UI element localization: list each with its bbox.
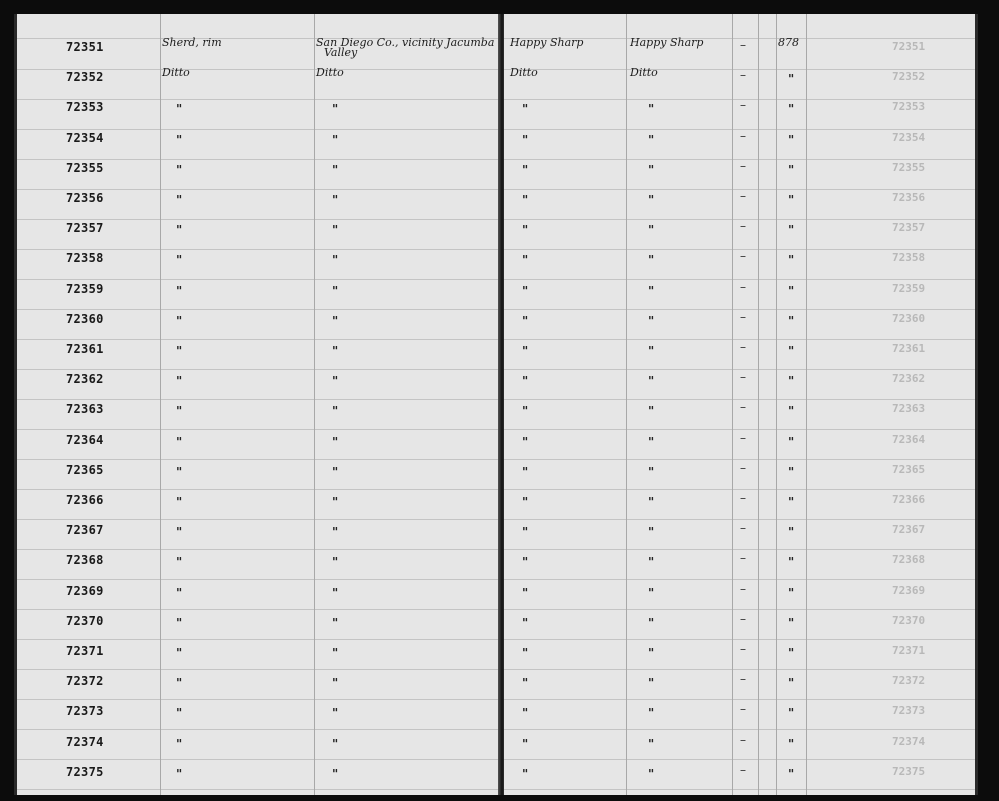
accession-entry: " [788,766,795,781]
bleed-through-number: 72352 [892,70,926,84]
accession-entry: " [788,736,795,751]
accession-entry: " [788,223,795,238]
locality-entry: " [332,193,339,207]
ledger-row-left [14,270,500,300]
catalog-number: 72358 [66,251,104,266]
dash-mark: – [740,309,746,324]
ledger-row-right [504,149,978,179]
ledger-row-left [14,149,500,179]
catalog-number: 72353 [66,100,104,115]
ledger-row-left [14,179,500,209]
ledger-row-right [504,602,978,632]
ledger-row-left [14,511,500,541]
bleed-through-number: 72363 [892,402,926,416]
dash-mark: – [740,340,746,354]
ledger-row-left [14,360,500,390]
dash-mark: – [740,611,746,626]
accession-entry: " [788,585,795,600]
object-entry: " [176,555,183,570]
collector-entry: " [522,102,529,117]
catalog-number: 72364 [66,432,104,447]
ledger-row-left [14,300,500,330]
bleed-through-number: 72368 [892,553,926,567]
object-entry: " [176,132,183,147]
accession-entry: " [788,525,795,540]
donor-entry: " [648,434,655,449]
object-entry: " [176,102,183,117]
catalog-number: 72361 [66,342,104,356]
ledger-row-right [504,88,978,118]
accession-entry: " [788,434,795,449]
ledger-row-left [14,58,500,88]
accession-entry: " [788,495,795,509]
right-ledger-page [504,14,978,795]
dash-mark: – [740,158,746,173]
donor-entry: " [648,585,655,600]
collector-entry: " [522,374,529,389]
bleed-through-number: 72364 [892,432,926,446]
collector-entry: " [522,706,529,721]
donor-entry: " [648,132,655,147]
ledger-row-right [504,692,978,722]
collector-entry: " [522,344,529,358]
ledger-row-left [14,239,500,269]
ledger-row-right [504,723,978,753]
accession-entry: " [788,313,795,328]
donor-entry: " [648,706,655,721]
left-ledger-page [14,14,500,795]
accession-entry: " [788,676,795,691]
collector-entry: " [522,283,529,298]
accession-entry: " [788,555,795,570]
accession-entry: " [788,283,795,298]
bleed-through-number: 72360 [892,311,926,325]
donor-entry: " [648,646,655,660]
collector-entry: Ditto [510,66,538,80]
ledger-row-left [14,330,500,360]
ledger-row-left [14,421,500,451]
ledger-row-right [504,390,978,420]
dash-mark: – [740,581,746,596]
locality-entry: " [332,374,339,389]
bleed-through-number: 72371 [892,644,926,657]
object-entry: " [176,464,183,479]
collector-entry: " [522,646,529,660]
locality-entry: " [332,132,339,147]
donor-entry: " [648,374,655,389]
ledger-row-right [504,270,978,300]
dash-mark: – [740,249,746,264]
collector-entry: " [522,736,529,751]
dash-mark: – [740,672,746,687]
donor-entry: " [648,495,655,509]
dash-mark: – [740,702,746,717]
dash-mark: – [740,762,746,777]
collector-entry: " [522,434,529,449]
ledger-row-left [14,28,500,58]
dash-mark: – [740,128,746,143]
dash-mark: – [740,430,746,445]
ledger-row-right [504,179,978,209]
catalog-number: 72357 [66,221,104,236]
ledger-row-right [504,239,978,269]
object-entry: " [176,736,183,751]
ledger-row-right [504,572,978,602]
object-entry: " [176,283,183,298]
accession-entry: " [788,72,795,87]
donor-entry: " [648,283,655,298]
collector-entry: " [522,555,529,570]
donor-entry: " [648,404,655,419]
catalog-number: 72363 [66,402,104,417]
donor-entry: Ditto [630,66,658,80]
ledger-row-left [14,451,500,481]
bleed-through-number: 72374 [892,734,926,748]
locality-entry: " [332,736,339,751]
catalog-number: 72368 [66,553,104,568]
ledger-row-right [504,330,978,360]
bleed-through-number: 72365 [892,462,926,476]
dash-mark: – [740,68,746,83]
locality-entry: " [332,404,339,419]
object-entry: " [176,223,183,238]
dash-mark: – [740,370,746,385]
object-entry: " [176,374,183,389]
bleed-through-number: 72356 [892,191,926,204]
accession-entry: " [788,253,795,268]
ledger-row-left [14,602,500,632]
catalog-number: 72362 [66,372,104,387]
accession-entry: 878 [778,36,799,49]
ledger-row-right [504,632,978,662]
collector-entry: " [522,193,529,207]
accession-entry: " [788,344,795,358]
collector-entry: " [522,585,529,600]
ledger-row-right [504,753,978,783]
locality-entry: Ditto [316,66,344,80]
locality-entry: " [332,313,339,328]
dash-mark: – [740,491,746,505]
locality-entry: " [332,615,339,630]
locality-line2: Valley [324,46,358,59]
object-entry: Sherd, rim [162,36,222,49]
catalog-number: 72360 [66,311,104,326]
ledger-row-right [504,511,978,541]
catalog-number: 72365 [66,462,104,477]
dash-mark: – [740,732,746,747]
accession-entry: " [788,102,795,117]
object-entry: " [176,525,183,540]
ledger-row-right [504,58,978,88]
catalog-number: 72355 [66,160,104,175]
catalog-number: 72366 [66,493,104,507]
donor-entry: " [648,736,655,751]
donor-entry: " [648,193,655,207]
ledger-row-left [14,632,500,662]
bleed-through-number: 72359 [892,281,926,295]
locality-entry: " [332,162,339,177]
catalog-number: 72356 [66,191,104,205]
catalog-number: 72375 [66,764,104,779]
donor-entry: " [648,555,655,570]
locality-entry: " [332,585,339,600]
object-entry: " [176,193,183,207]
ledger-row-right [504,28,978,58]
locality-entry: " [332,525,339,540]
locality-entry: " [332,495,339,509]
ledger-row-left [14,723,500,753]
collector-entry: " [522,132,529,147]
collector-entry: " [522,223,529,238]
accession-entry: " [788,162,795,177]
collector-entry: " [522,404,529,419]
object-entry: " [176,434,183,449]
object-entry: Ditto [162,66,190,80]
dash-mark: – [740,38,746,52]
donor-entry: " [648,464,655,479]
donor-entry: " [648,344,655,358]
ledger-row-right [504,541,978,571]
collector-entry: Happy Sharp [510,36,584,49]
bleed-through-number: 72353 [892,100,926,114]
locality-entry: " [332,283,339,298]
object-entry: " [176,344,183,358]
locality-entry: " [332,766,339,781]
donor-entry: " [648,223,655,238]
bleed-through-number: 72373 [892,704,926,718]
catalog-number: 72374 [66,734,104,749]
collector-entry: " [522,525,529,540]
locality-entry: " [332,706,339,721]
ledger-row-right [504,300,978,330]
donor-entry: " [648,615,655,630]
catalog-number: 72371 [66,644,104,658]
dash-mark: – [740,219,746,234]
dash-mark: – [740,279,746,294]
ledger-row-right [504,119,978,149]
donor-entry: " [648,525,655,540]
collector-entry: " [522,766,529,781]
ledger-row-left [14,572,500,602]
bleed-through-number: 72355 [892,160,926,174]
ledger-row-right [504,360,978,390]
bleed-through-number: 72369 [892,583,926,597]
locality-entry: " [332,464,339,479]
bleed-through-number: 72358 [892,251,926,265]
dash-mark: – [740,460,746,475]
accession-entry: " [788,464,795,479]
donor-entry: " [648,676,655,691]
bleed-through-number: 72362 [892,372,926,386]
object-entry: " [176,706,183,721]
accession-entry: " [788,193,795,207]
collector-entry: " [522,253,529,268]
donor-entry: " [648,102,655,117]
locality-entry: " [332,646,339,660]
catalog-number: 72373 [66,704,104,719]
donor-entry: " [648,313,655,328]
catalog-number: 72359 [66,281,104,296]
catalog-number: 72367 [66,523,104,538]
accession-entry: " [788,374,795,389]
catalog-number: 72370 [66,613,104,628]
bleed-through-number: 72375 [892,764,926,778]
donor-entry: " [648,253,655,268]
locality-entry: San Diego Co., vicinity Jacumba [316,36,495,49]
object-entry: " [176,495,183,509]
donor-entry: " [648,162,655,177]
ledger-row-left [14,209,500,239]
collector-entry: " [522,464,529,479]
locality-entry: " [332,223,339,238]
ledger-row-left [14,662,500,692]
accession-entry: " [788,646,795,660]
ledger-row-left [14,692,500,722]
collector-entry: " [522,676,529,691]
collector-entry: " [522,495,529,509]
collector-entry: " [522,313,529,328]
donor-entry: " [648,766,655,781]
bleed-through-number: 72361 [892,342,926,355]
locality-entry: " [332,344,339,358]
donor-entry: Happy Sharp [630,36,704,49]
collector-entry: " [522,615,529,630]
object-entry: " [176,766,183,781]
bleed-through-number: 72354 [892,130,926,144]
bleed-through-number: 72370 [892,613,926,627]
ledger-row-left [14,481,500,511]
ledger-row-right [504,451,978,481]
bleed-through-number: 72351 [892,40,926,53]
dash-mark: – [740,189,746,203]
locality-entry: " [332,102,339,117]
object-entry: " [176,404,183,419]
catalog-number: 72352 [66,70,104,85]
locality-entry: " [332,555,339,570]
object-entry: " [176,646,183,660]
accession-entry: " [788,404,795,419]
catalog-number: 72372 [66,674,104,689]
ledger-row-right [504,662,978,692]
bleed-through-number: 72372 [892,674,926,688]
ledger-row-left [14,88,500,118]
bleed-through-number: 72357 [892,221,926,235]
catalog-number: 72354 [66,130,104,145]
dash-mark: – [740,98,746,113]
accession-entry: " [788,132,795,147]
object-entry: " [176,253,183,268]
locality-entry: " [332,676,339,691]
dash-mark: – [740,400,746,415]
object-entry: " [176,585,183,600]
accession-entry: " [788,706,795,721]
bleed-through-number: 72366 [892,493,926,506]
object-entry: " [176,313,183,328]
catalog-number: 72351 [66,40,104,54]
locality-entry: " [332,253,339,268]
accession-entry: " [788,615,795,630]
locality-entry: " [332,434,339,449]
object-entry: " [176,162,183,177]
ledger-row-right [504,421,978,451]
catalog-number: 72369 [66,583,104,598]
object-entry: " [176,615,183,630]
dash-mark: – [740,551,746,566]
ledger-row-right [504,209,978,239]
bleed-through-number: 72367 [892,523,926,537]
collector-entry: " [522,162,529,177]
ledger-row-right [504,481,978,511]
dash-mark: – [740,642,746,656]
dash-mark: – [740,521,746,536]
ledger-row-left [14,753,500,783]
ledger-row-left [14,119,500,149]
ledger-row-left [14,390,500,420]
ledger-row-left [14,541,500,571]
object-entry: " [176,676,183,691]
